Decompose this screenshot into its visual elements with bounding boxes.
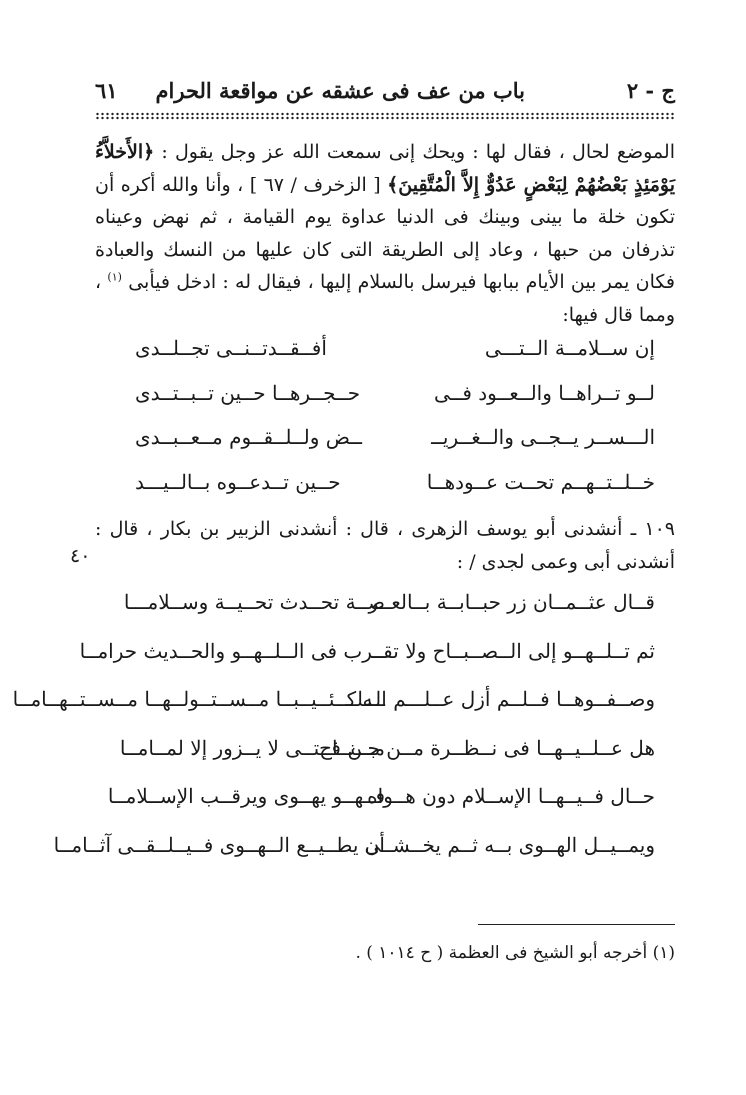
poem-verse (123, 590, 655, 639)
prose-text: [ الزخرف / ٦٧ ] ، وأنا والله أكره أن تكون خلة ما بينى وبينك فى الدنيا عداوة يوم القيامة ، ثم نهض وعيناه تذرفان من حبها ، وعاد إلى الطريقة التى كان عليها من النسك والعبادة فكان يمر بين الأيام ببابها فيرسل بالسلام إليها ، فيقال له : ادخل فيأبى (95, 173, 675, 293)
prose-text: الموضع لحال ، فقال لها : ويحك إنى سمعت الله عز وجل يقول : (154, 141, 675, 163)
poem-verse (119, 735, 655, 785)
second-hemistich: صــة تحــدث تحــيــة وســلامـــا (123, 590, 385, 614)
header-dotted-rule (95, 112, 675, 120)
second-hemistich: ــه كــئــيــبــا مــســتــولــهــا مــســتــهــامــا (12, 687, 385, 711)
volume-label: ج - ٢ (626, 78, 675, 103)
chapter-title: باب من عف فى عشقه عن مواقعة الحرام (155, 78, 525, 103)
second-hemistich: حــين تــدعــوه بــالــيـــد (135, 469, 341, 494)
poem-verse (12, 687, 655, 736)
poem-verse (107, 784, 655, 833)
second-hemistich: حــجــرهــا حــين تــبــتــدى (135, 380, 361, 405)
first-hemistich: الـــســر يــجــى والــغــريــ (431, 425, 655, 449)
poem-verse (53, 832, 655, 882)
manuscript-folio-number: ٤٠ (70, 545, 91, 567)
poem-1 (135, 336, 655, 514)
footnote-separator (478, 924, 675, 925)
page-number: ٦١ (95, 78, 118, 103)
second-hemistich: أفــقــدتــنــى تجــلــدى (135, 336, 327, 360)
poem-verse (79, 638, 655, 688)
prose-paragraph-2: ١٠٩ ـ أنشدنى أبو يوسف الزهرى ، قال : أنشدنى الزبير بن بكار ، قال : أنشدنى أبى وعمى لجدى / : (95, 518, 675, 573)
poem-verse (135, 336, 655, 381)
footnote: (١) أخرجه أبو الشيخ فى العظمة ( ح ١٠١٤ ) . (355, 943, 675, 963)
second-hemistich: مــن فــتــى لا يــزور إلا لمــامــا (119, 735, 385, 760)
poem-verse (135, 381, 655, 426)
second-hemistich: فــهــو يهــوى ويرقــب الإســلامــا (107, 784, 385, 808)
first-hemistich: قــال عثــمــان زر حبــابــة بــالعــر (368, 590, 655, 614)
poem-2 (12, 590, 655, 881)
first-hemistich: لــو تــراهــا والــعــود فــى (433, 380, 655, 405)
second-hemistich: أن يطــيــع الــهــوى فــيــلــقــى آثــامــا (53, 832, 385, 857)
footnote-reference: (١) (107, 270, 122, 284)
first-hemistich: إن ســلامــة الــتـــى (484, 336, 655, 360)
second-hemistich: ــرب فى الــلــهــو والحــديث حرامــا (79, 638, 385, 663)
poem-verse (135, 470, 655, 515)
prose-text: ، ومما قال فيها: (95, 271, 675, 326)
first-hemistich: هل عــلــيــهــا فى نــظــرة مــن جــنــاح (319, 735, 655, 760)
running-header (95, 78, 675, 112)
first-hemistich: خــلــتــهــم تحــت عــودهــا (426, 469, 655, 494)
first-hemistich: حــال فــيــهــا الإســلام دون هــواه (367, 784, 655, 808)
first-hemistich: ثم تــلــهــو إلى الــصــبــاح ولا تقــ (371, 638, 655, 663)
second-hemistich: ــض ولــلــقــوم مــعــبــدى (135, 425, 363, 449)
prose-paragraph-1 (95, 136, 675, 331)
poem-verse (135, 425, 655, 470)
quran-verse: ﴿الأَخلاَّءُ يَوْمَئِذٍ بَعْضُهُمْ لِبَعْضٍ عَدُوٌّ إِلاَّ الْمُتَّقِينَ﴾ (95, 141, 675, 196)
first-hemistich: وصــفــوهــا فــلــم أزل عــلـــم الــلــ (345, 687, 655, 711)
first-hemistich: ويمــيــل الهــوى بــه ثــم يخــشــى (364, 832, 655, 857)
